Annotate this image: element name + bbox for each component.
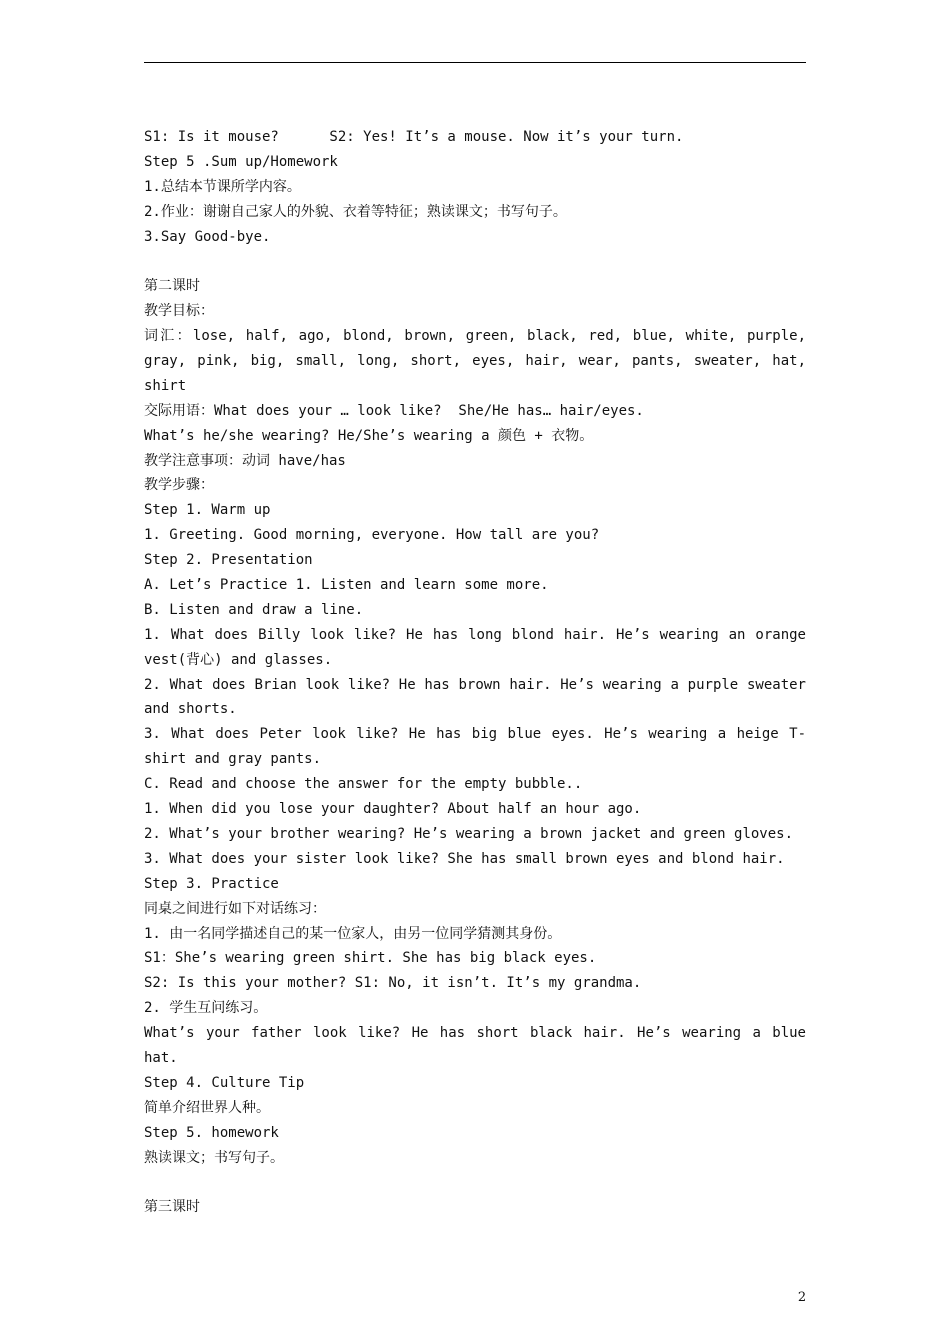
text-line: 1. Greeting. Good morning, everyone. How tall are you? [144, 527, 600, 544]
text-line: What’s he/she wearing? He/She’s wearing a 颜色 + 衣物。 [144, 427, 594, 444]
step-heading: Step 2. Presentation [144, 552, 313, 569]
step-heading: Step 1. Warm up [144, 502, 271, 519]
text-line: 教学注意事项：动词 have/has [144, 452, 346, 469]
text-line: 1.总结本节课所学内容。 [144, 178, 301, 195]
header-rule [144, 62, 806, 63]
page-number: 2 [797, 1290, 807, 1305]
text-line: hat. [144, 1049, 178, 1066]
step-heading: Step 3. Practice [144, 875, 279, 892]
text-line: 2. 学生互问练习。 [144, 1000, 268, 1017]
text-line: 2. What does Brian look like? He has brown hair. He’s wearing a purple sweater [144, 676, 806, 693]
text-line: S1：She’s wearing green shirt. She has big black eyes. [144, 950, 597, 967]
text-line: 1. When did you lose your daughter? About half an hour ago. [144, 801, 642, 818]
text-line: 简单介绍世界人种。 [144, 1099, 270, 1116]
text-line: shirt and gray pants. [144, 751, 322, 768]
text-line: 交际用语：What does your … look like? She/He has… hair/eyes. [144, 402, 644, 419]
step-heading: Step 5 .Sum up/Homework [144, 153, 338, 170]
vocabulary-line: shirt [144, 377, 187, 394]
text-line: 2. What’s your brother wearing? He’s wearing a brown jacket and green gloves. [144, 825, 794, 842]
text-line: 1. What does Billy look like? He has long blond hair. He’s wearing an orange [144, 626, 806, 643]
step-heading: Step 5. homework [144, 1124, 279, 1141]
step-heading: Step 4. Culture Tip [144, 1074, 305, 1091]
document-body [144, 125, 806, 1220]
section-heading: 教学步骤： [144, 477, 214, 494]
text-line: 3. What does Peter look like? He has big blue eyes. He’s wearing a heige T- [144, 726, 806, 743]
text-line: 2.作业：谢谢自己家人的外貌、衣着等特征；熟读课文；书写句子。 [144, 203, 567, 220]
text-line: vest(背心) and glasses. [144, 651, 333, 668]
section-heading: 教学目标： [144, 303, 214, 320]
vocabulary-line: 词汇：lose, half, ago, blond, brown, green, black, red, blue, white, purple, [144, 328, 806, 345]
text-line: S1: Is it mouse? S2: Yes! It’s a mouse. Now it’s your turn. [144, 129, 684, 145]
text-line: C. Read and choose the answer for the empty bubble.. [144, 776, 583, 793]
text-line: B. Listen and draw a line. [144, 601, 364, 618]
lesson-heading: 第三课时 [144, 1199, 200, 1216]
text-line: 同桌之间进行如下对话练习： [144, 900, 326, 917]
text-line: 3. What does your sister look like? She has small brown eyes and blond hair. [144, 850, 785, 867]
text-line: 3.Say Good-bye. [144, 228, 271, 245]
text-line: and shorts. [144, 701, 237, 718]
text-line: 熟读课文；书写句子。 [144, 1149, 284, 1166]
blank-line [144, 249, 806, 274]
blank-line [144, 1170, 806, 1195]
text-line: A. Let’s Practice 1. Listen and learn some more. [144, 577, 549, 594]
lesson-heading: 第二课时 [144, 278, 200, 295]
text-line: S2: Is this your mother? S1: No, it isn’t. It’s my grandma. [144, 975, 642, 992]
vocabulary-line: gray, pink, big, small, long, short, eyes, hair, wear, pants, sweater, hat, [144, 353, 806, 370]
text-line: 1. 由一名同学描述自己的某一位家人，由另一位同学猜测其身份。 [144, 925, 562, 942]
text-line: What’s your father look like? He has short black hair. He’s wearing a blue [144, 1025, 806, 1042]
